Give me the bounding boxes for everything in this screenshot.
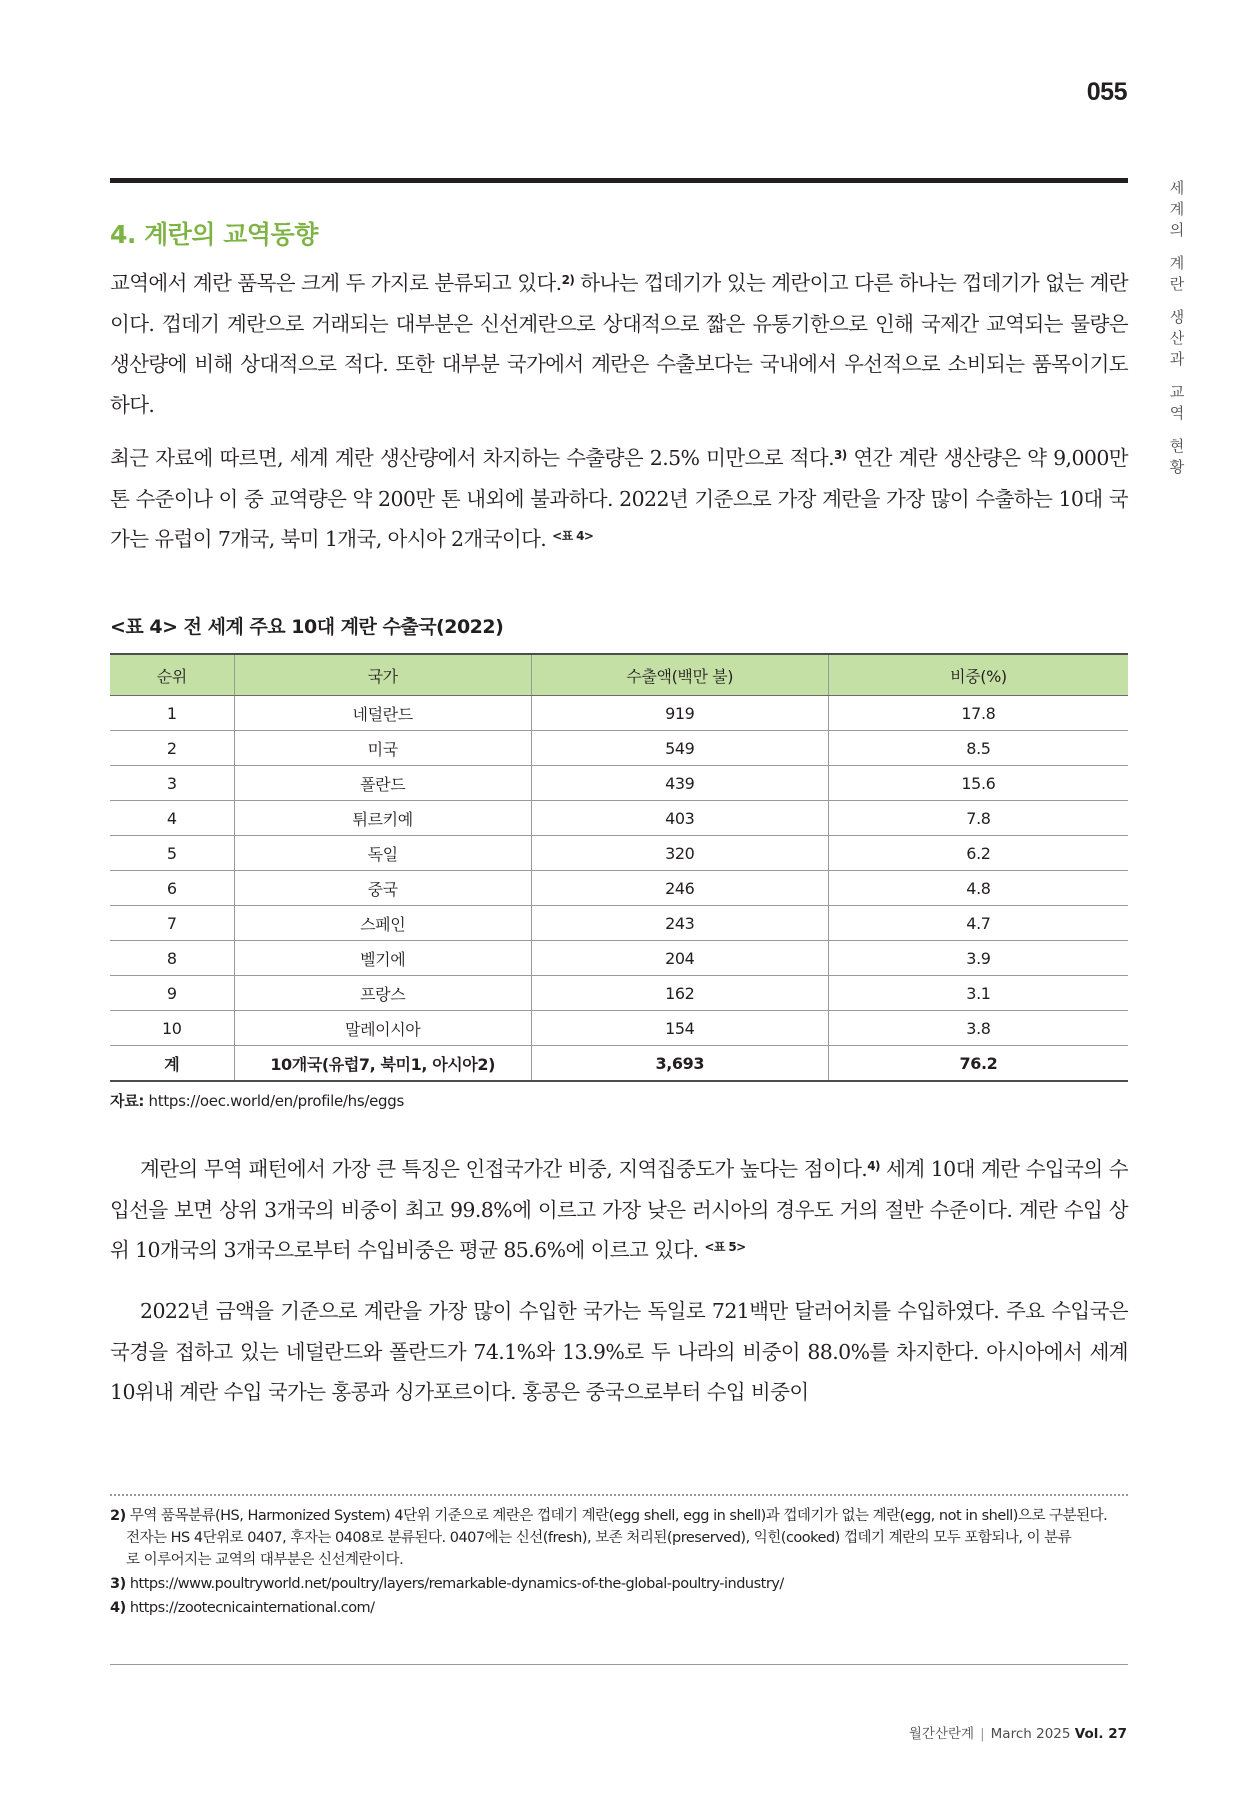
side-tab-char: 과: [1169, 350, 1185, 368]
cell-export-value: 154: [531, 1011, 828, 1046]
cell-rank: 4: [110, 801, 234, 836]
cell-country: 말레이시아: [234, 1011, 531, 1046]
paragraph-3-part-a: 계란의 무역 패턴에서 가장 큰 특징은 인접국가간 비중, 지역집중도가 높다는 점이다.: [140, 1157, 868, 1181]
cell-share: 17.8: [828, 696, 1128, 731]
cell-export-value: 320: [531, 836, 828, 871]
bottom-rule: [110, 1664, 1128, 1665]
cell-share: 7.8: [828, 801, 1128, 836]
table-total-row: [110, 1046, 1128, 1082]
footnote-text: 무역 품목분류(HS, Harmonized System) 4단위 기준으로 계란은 껍데기 계란(egg shell, egg in shell)과 껍데기가 없는 계란(egg, not in shell)으로 구분된다.: [125, 1508, 1108, 1524]
cell-country: 프랑스: [234, 976, 531, 1011]
cell-rank: 9: [110, 976, 234, 1011]
paragraph-1: [110, 263, 1128, 425]
cell-export-value: 919: [531, 696, 828, 731]
table-ref-5: <표 5>: [704, 1240, 746, 1254]
footnote: [110, 1505, 1128, 1571]
paragraph-2-part-b: 연간 계란 생산량은 약 9,000만 톤 수준이나 이 중 교역량은 약 200만 톤 내외에 불과하다. 2022년 기준으로 가장 계란을 가장 많이 수출하는 10대 국가는 유럽이 7개국, 북미 1개국, 아시아 2개국이다.: [110, 446, 1128, 551]
table-row: [110, 731, 1128, 766]
table-row: [110, 801, 1128, 836]
cell-export-value: 204: [531, 941, 828, 976]
footnote-line: [110, 1597, 1128, 1619]
side-tab-char: 계: [1169, 200, 1185, 218]
paragraph-4: 2022년 금액을 기준으로 계란을 가장 많이 수입한 국가는 독일로 721백만 달러어치를 수입하였다. 주요 수입국은 국경을 접하고 있는 네덜란드와 폴란드가 74.1%와 13.9%로 두 나라의 비중이 88.0%를 차지한다. 아시아에서 세계 10위내 계란 수입 국가는 홍콩과 싱가포르이다. 홍콩은 중국으로부터 수입 비중이: [110, 1299, 1128, 1404]
side-tab-char: 역: [1169, 404, 1185, 422]
footnote-line: [110, 1573, 1128, 1595]
footnote: [110, 1597, 1128, 1619]
cell-share: 3.9: [828, 941, 1128, 976]
cell-export-value: 549: [531, 731, 828, 766]
paragraph-2: [110, 438, 1128, 560]
table-row: [110, 696, 1128, 731]
magazine-name: 월간산란계: [908, 1726, 975, 1742]
table-header-row: [110, 654, 1128, 696]
side-tab-gap: [1165, 241, 1189, 253]
total-cell-rank: 계: [110, 1046, 234, 1082]
page-number: 055: [1086, 78, 1127, 106]
table-ref-4: <표 4>: [552, 529, 594, 543]
side-tab-gap: [1165, 370, 1189, 382]
side-tab-char: 생: [1169, 308, 1185, 326]
header-share: 비중(%): [828, 654, 1128, 696]
table-source: [110, 1090, 404, 1111]
cell-share: 3.1: [828, 976, 1128, 1011]
table-row: [110, 1011, 1128, 1046]
footnote-ref-3: 3): [834, 448, 847, 462]
cell-rank: 10: [110, 1011, 234, 1046]
side-tab-char: 계: [1169, 254, 1185, 272]
footnote-number: 2): [110, 1508, 126, 1524]
top-rule: [110, 178, 1128, 183]
footnote: [110, 1573, 1128, 1595]
cell-export-value: 403: [531, 801, 828, 836]
footnote-text: https://zootecnicainternational.com/: [125, 1600, 375, 1616]
issue-date: March 2025: [990, 1726, 1071, 1742]
cell-export-value: 162: [531, 976, 828, 1011]
folio: [909, 1722, 1127, 1742]
cell-share: 15.6: [828, 766, 1128, 801]
side-tab: [1165, 178, 1189, 478]
footnotes: [110, 1505, 1128, 1621]
paragraph-1-part-a: 교역에서 계란 품목은 크게 두 가지로 분류되고 있다.: [110, 271, 562, 295]
source-label: 자료:: [110, 1092, 145, 1110]
footnote-text: https://www.poultryworld.net/poultry/layers/remarkable-dynamics-of-the-global-poultry-industry/: [125, 1576, 784, 1592]
cell-rank: 6: [110, 871, 234, 906]
cell-export-value: 243: [531, 906, 828, 941]
issue-volume: Vol. 27: [1074, 1726, 1127, 1742]
footnote-number: 4): [110, 1600, 126, 1616]
side-tab-char: 현: [1169, 437, 1185, 455]
side-tab-gap: [1165, 295, 1189, 307]
footnote-line: [110, 1505, 1128, 1527]
paragraph-3-part-b: 세계 10대 계란 수입국의 수입선을 보면 상위 3개국의 비중이 최고 99.8%에 이르고 가장 낮은 러시아의 경우도 거의 절반 수준이다. 계란 수입 상위 10개국의 3개국으로부터 수입비중은 평균 85.6%에 이르고 있다.: [110, 1157, 1128, 1262]
cell-rank: 3: [110, 766, 234, 801]
footnote-line: 로 이루어지는 교역의 대부분은 신선계란이다.: [126, 1552, 404, 1568]
side-tab-char: 란: [1169, 275, 1185, 293]
cell-export-value: 439: [531, 766, 828, 801]
side-tab-char: 세: [1169, 179, 1185, 197]
paragraph-2-part-a: 최근 자료에 따르면, 세계 계란 생산량에서 차지하는 수출량은 2.5% 미만으로 적다.: [110, 446, 835, 470]
table-row: [110, 871, 1128, 906]
side-tab-char: 산: [1169, 329, 1185, 347]
exporters-table: [110, 653, 1128, 1082]
table-row: [110, 906, 1128, 941]
side-tab-char: 교: [1169, 383, 1185, 401]
cell-rank: 2: [110, 731, 234, 766]
table-row: [110, 976, 1128, 1011]
table-row: [110, 941, 1128, 976]
table-row: [110, 836, 1128, 871]
footnote-divider: [110, 1494, 1128, 1496]
cell-country: 스페인: [234, 906, 531, 941]
table-row: [110, 766, 1128, 801]
footnote-line: 전자는 HS 4단위로 0407, 후자는 0408로 분류된다. 0407에는 신선(fresh), 보존 처리된(preserved), 익힌(cooked) 껍데기 계란의 모두 포함되나, 이 분류: [126, 1530, 1072, 1546]
cell-share: 3.8: [828, 1011, 1128, 1046]
total-cell-country: 10개국(유럽7, 북미1, 아시아2): [234, 1046, 531, 1082]
header-rank: 순위: [110, 654, 234, 696]
cell-rank: 5: [110, 836, 234, 871]
cell-rank: 7: [110, 906, 234, 941]
footnote-ref-4: 4): [867, 1159, 880, 1173]
cell-rank: 8: [110, 941, 234, 976]
paragraph-3: [110, 1149, 1128, 1271]
cell-country: 독일: [234, 836, 531, 871]
header-export-value: 수출액(백만 불): [531, 654, 828, 696]
cell-country: 벨기에: [234, 941, 531, 976]
folio-separator: |: [980, 1726, 985, 1742]
cell-share: 4.8: [828, 871, 1128, 906]
source-url: https://oec.world/en/profile/hs/eggs: [144, 1092, 404, 1110]
side-tab-char: 의: [1169, 221, 1185, 239]
footnote-ref-2: 2): [561, 273, 575, 287]
total-cell-share: 76.2: [828, 1046, 1128, 1082]
section-title: 4. 계란의 교역동향: [110, 220, 318, 249]
header-country: 국가: [234, 654, 531, 696]
side-tab-gap: [1165, 424, 1189, 436]
side-tab-char: 황: [1169, 458, 1185, 476]
table-caption: <표 4> 전 세계 주요 10대 계란 수출국(2022): [110, 616, 504, 638]
cell-share: 6.2: [828, 836, 1128, 871]
paragraph-1-part-b: 하나는 껍데기가 있는 계란이고 다른 하나는 껍데기가 없는 계란이다. 껍데기 계란으로 거래되는 대부분은 신선계란으로 상대적으로 짧은 유통기한으로 인해 국제간 교역되는 물량은 생산량에 비해 상대적으로 적다. 또한 대부분 국가에서 계란은 수출보다는 국내에서 우선적으로 소비되는 품목이기도 하다.: [110, 271, 1128, 417]
cell-country: 폴란드: [234, 766, 531, 801]
cell-country: 미국: [234, 731, 531, 766]
cell-share: 8.5: [828, 731, 1128, 766]
footnote-number: 3): [110, 1576, 126, 1592]
cell-share: 4.7: [828, 906, 1128, 941]
total-cell-export-value: 3,693: [531, 1046, 828, 1082]
cell-country: 중국: [234, 871, 531, 906]
cell-rank: 1: [110, 696, 234, 731]
cell-country: 네덜란드: [234, 696, 531, 731]
cell-country: 튀르키예: [234, 801, 531, 836]
cell-export-value: 246: [531, 871, 828, 906]
